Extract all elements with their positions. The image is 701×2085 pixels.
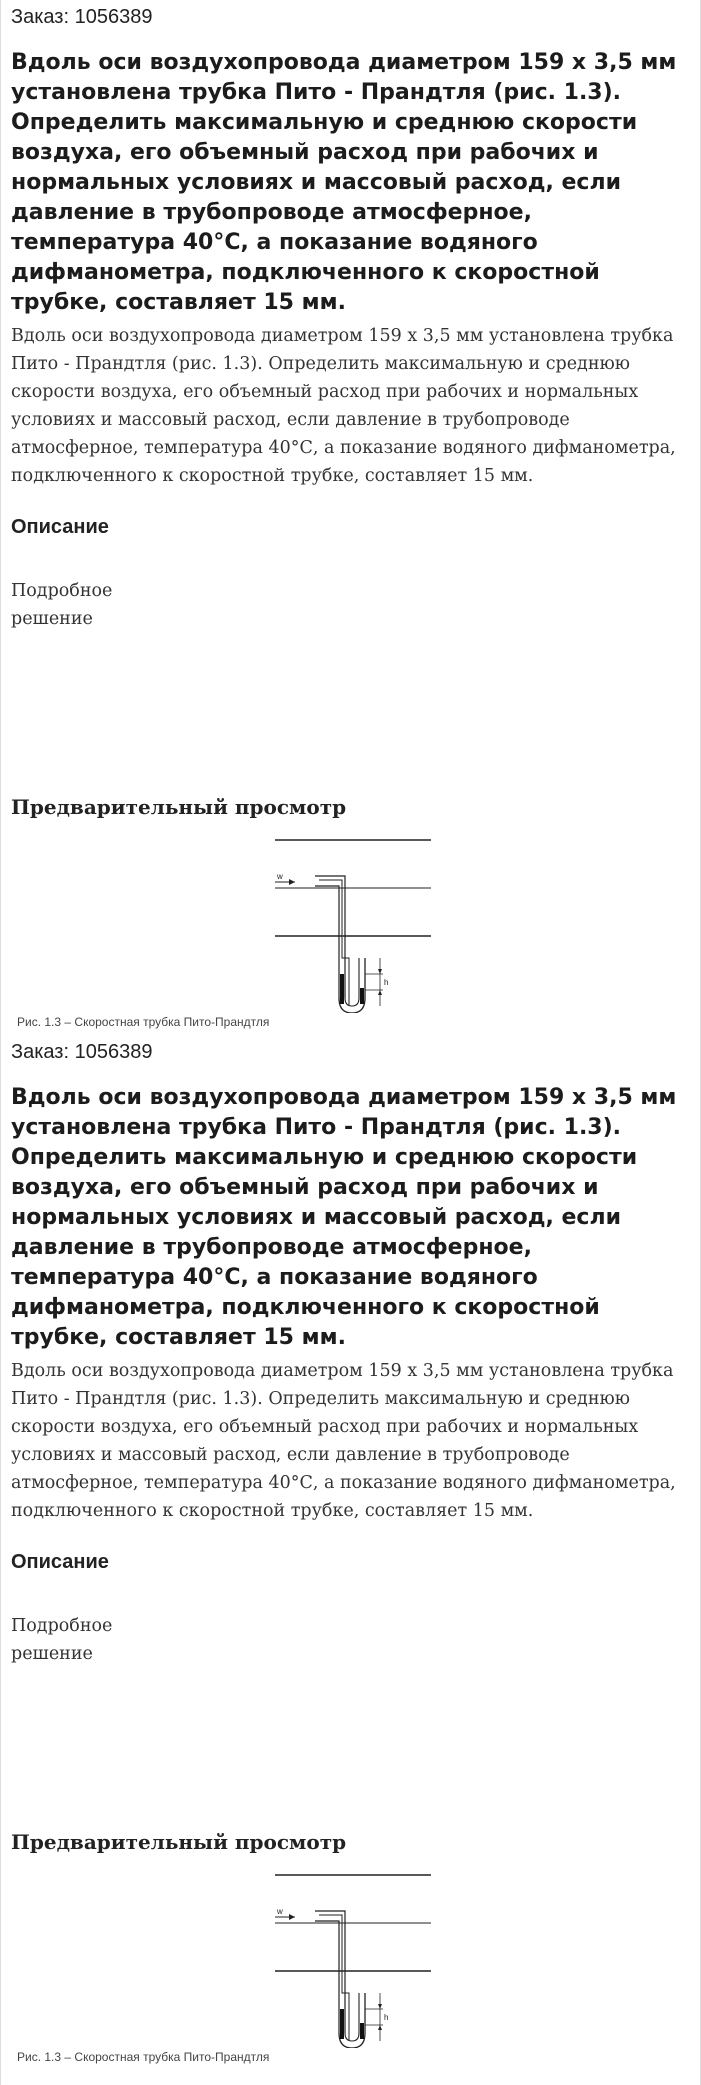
velocity-label: w [277,872,283,881]
height-label: h [384,978,389,987]
detailed-solution-label: Подробное решение [11,581,113,629]
task-description: Вдоль оси воздухопровода диаметром 159 х 3,5 мм установлена трубка Пито - Прандтля (рис. 1.3). Определить максимальную и среднюю скорости воздуха, его объемный расход при рабочих и нормальных условиях и массовый расход, если давление в трубопроводе атмосферное, температура 40°С, а показание водяного дифманометра, подключенного к скоростной трубке, составляет 15 мм. [11,326,676,486]
preview-heading: Предварительный просмотр [11,1830,347,1854]
velocity-label: w [277,1907,283,1916]
detailed-solution-label: Подробное решение [11,1616,113,1664]
task-title: Вдоль оси воздухопровода диаметром 159 х 3,5 мм установлена трубка Пито - Прандтля (рис. 1.3). Определить максимальную и среднюю скорости воздуха, его объемный расход при рабочих и нормальных условиях и массовый расход, если давление в трубопроводе атмосферное, температура 40°С, а показание водяного дифманометра, подключенного к скоростной трубке, составляет 15 мм. [11,1085,677,1350]
description-heading: Описание [11,1551,109,1573]
height-label: h [384,2013,389,2022]
task-title: Вдоль оси воздухопровода диаметром 159 х 3,5 мм установлена трубка Пито - Прандтля (рис. 1.3). Определить максимальную и среднюю скорости воздуха, его объемный расход при рабочих и нормальных условиях и массовый расход, если давление в трубопроводе атмосферное, температура 40°С, а показание водяного дифманометра, подключенного к скоростной трубке, составляет 15 мм. [11,50,677,315]
order-number: Заказ: 1056389 [11,1041,153,1063]
order-number: Заказ: 1056389 [11,6,153,28]
pitot-tube-figure [253,838,433,1013]
figure-caption: Рис. 1.3 – Скоростная трубка Пито-Прандтля [17,1015,270,1029]
figure-caption: Рис. 1.3 – Скоростная трубка Пито-Прандтля [17,2050,270,2064]
order-block-1 [1,0,700,1035]
order-block-2 [1,1035,700,2070]
pitot-tube-figure [253,1873,433,2048]
description-heading: Описание [11,516,109,538]
task-description: Вдоль оси воздухопровода диаметром 159 х 3,5 мм установлена трубка Пито - Прандтля (рис. 1.3). Определить максимальную и среднюю скорости воздуха, его объемный расход при рабочих и нормальных условиях и массовый расход, если давление в трубопроводе атмосферное, температура 40°С, а показание водяного дифманометра, подключенного к скоростной трубке, составляет 15 мм. [11,1361,676,1521]
preview-heading: Предварительный просмотр [11,795,347,819]
